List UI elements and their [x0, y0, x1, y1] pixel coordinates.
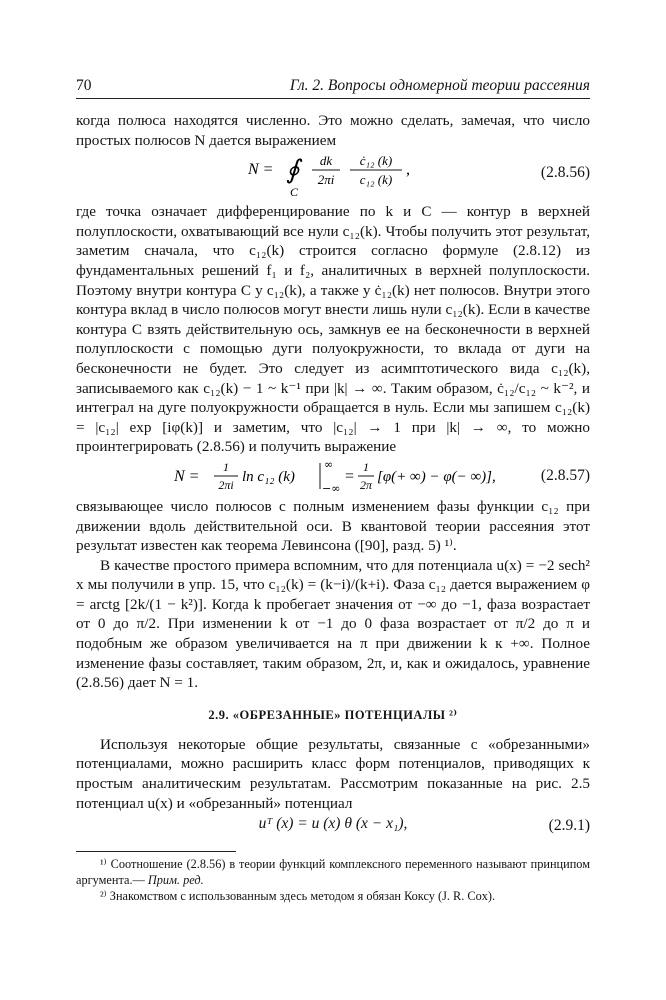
- section-heading: 2.9. «ОБРЕЗАННЫЕ» ПОТЕНЦИАЛЫ ²⁾: [208, 707, 458, 722]
- equation-2-8-56: [76, 150, 590, 202]
- eq2-lower-limit: −∞: [322, 481, 341, 495]
- paragraph-1: когда полюса находятся численно. Это можно сделать, замечая, что число простых полюсов N дается выражением: [76, 112, 590, 149]
- eq2-frac2-den: 2π: [359, 477, 373, 492]
- eq1-contour-integral: ∮: [286, 155, 300, 186]
- eq2-frac1-num: 1: [223, 459, 229, 474]
- page-number: 70: [76, 77, 92, 94]
- eq1-frac2-den: c₁₂ (k): [359, 172, 393, 188]
- eq2-frac1-den: 2πi: [218, 477, 234, 492]
- eq1-contour-label: C: [290, 185, 299, 200]
- equation-number-2-8-56: (2.8.56): [540, 164, 590, 182]
- eq2-upper-limit: ∞: [324, 457, 334, 471]
- running-title: Гл. 2. Вопросы одномерной теории рассеяния: [289, 77, 590, 94]
- paragraph-2: где точка означает дифференцирование по k и C — контур в верхней полуплоскости, охватывающий все нули c₁₂(k). Чтобы получить этот результат, заметим сначала, что c₁₂(k) строится согласно формуле (2.8.12) из фундаментальных решений f₁ и f₂, аналитичных в верхней полуплоскости. Поэтому внутри контура C у c₁₂(k), а также у ċ₁₂(k) нет полюсов. Внутри этого контура вклад в число полюсов могут внести лишь нули c₁₂(k). Если в качестве контура C взять действительную ось, замкнув ее на бесконечности в верхней полуплоскости с помощью дуги полуокружности, то вклада от дуги на бесконечности не будет. Это следует из асимптотического вида c₁₂(k), записываемого как c₁₂(k) − 1 ~ k⁻¹ при |k| → ∞. Таким образом, ċ₁₂/c₁₂ ~ k⁻², и интеграл на дуге полуокружности обращается в нуль. Если мы запишем c₁₂(k) = |c₁₂| exp [iφ(k)] и заметим, что |c₁₂| → 1 при |k| → ∞, то можно проинтегрировать (2.8.56) и получить выражение: [76, 203, 590, 456]
- eq2-lhs: N =: [174, 467, 200, 485]
- paragraph-3: связывающее число полюсов с полным изменением фазы функции c₁₂ при движении вдоль действительной оси. В квантовой теории рассеяния этот результат известен как теорема Левинсона ([90], разд. 5) ¹⁾.: [76, 497, 590, 555]
- footnote-2: ²⁾ Знакомством с использованным здесь методом я обязан Коксу (J. R. Cox).: [100, 889, 496, 904]
- paragraph-5: Используя некоторые общие результаты, связанные с «обрезанными» потенциалами, можно расширить класс форм потенциалов, приводящих к простым аналитическим результатам. Рассмотрим показанные на рис. 2.5 потенциал u(x) и «обрезанный» потенциал: [76, 735, 590, 812]
- eq1-trail: ,: [406, 161, 410, 179]
- footnote-1-text: ¹⁾ Соотношение (2.8.56) в теории функций комплексного переменного называют принципом аргумента.—: [76, 857, 590, 888]
- eq2-frac2-num: 1: [363, 459, 369, 474]
- eq2-log: ln c₁₂ (k): [242, 468, 295, 485]
- eq1-frac1-num: dk: [319, 153, 333, 169]
- eq1-frac2-num: ċ₁₂ (k): [359, 153, 393, 169]
- paragraph-4: В качестве простого примера вспомним, что для потенциала u(x) = −2 sech² x мы получили в упр. 15, что c₁₂(k) = (k−i)/(k+i). Фаза c₁₂ дается выражением φ = arctg [2k/(1 − k²)]. Когда k пробегает значения от −∞ до −1, фаза возрастает от 0 до π/2. При изменении k от −1 до 0 фаза возрастает от π/2 до π и подобным же образом увеличивается на π при движении k к +∞. Полное изменение фазы составляет, таким образом, 2π, и, как и ожидалось, уравнение (2.8.56) дает N = 1.: [76, 556, 590, 692]
- footnote-rule: [76, 851, 236, 852]
- eq1-lhs: N =: [248, 161, 274, 179]
- eq2-equals: =: [344, 467, 355, 485]
- equation-2-9-1: [76, 815, 590, 839]
- equation-2-9-1-formula: uᵀ (x) = u (x) θ (x − x₁),: [258, 815, 408, 833]
- footnote-1: [76, 856, 590, 888]
- eq1-frac1-den: 2πi: [317, 172, 335, 188]
- equation-number-2-9-1: (2.9.1): [548, 817, 590, 835]
- equation-2-8-57-formula: [136, 457, 496, 497]
- page: [76, 76, 590, 904]
- equation-2-8-56-formula: [246, 150, 486, 202]
- eq2-rhs: [φ(+ ∞) − φ(− ∞)],: [377, 468, 496, 485]
- running-header: [76, 76, 590, 99]
- footnote-1-editor: Прим. ред.: [147, 873, 204, 888]
- equation-number-2-8-57: (2.8.57): [540, 466, 590, 484]
- equation-2-8-57: [76, 457, 590, 497]
